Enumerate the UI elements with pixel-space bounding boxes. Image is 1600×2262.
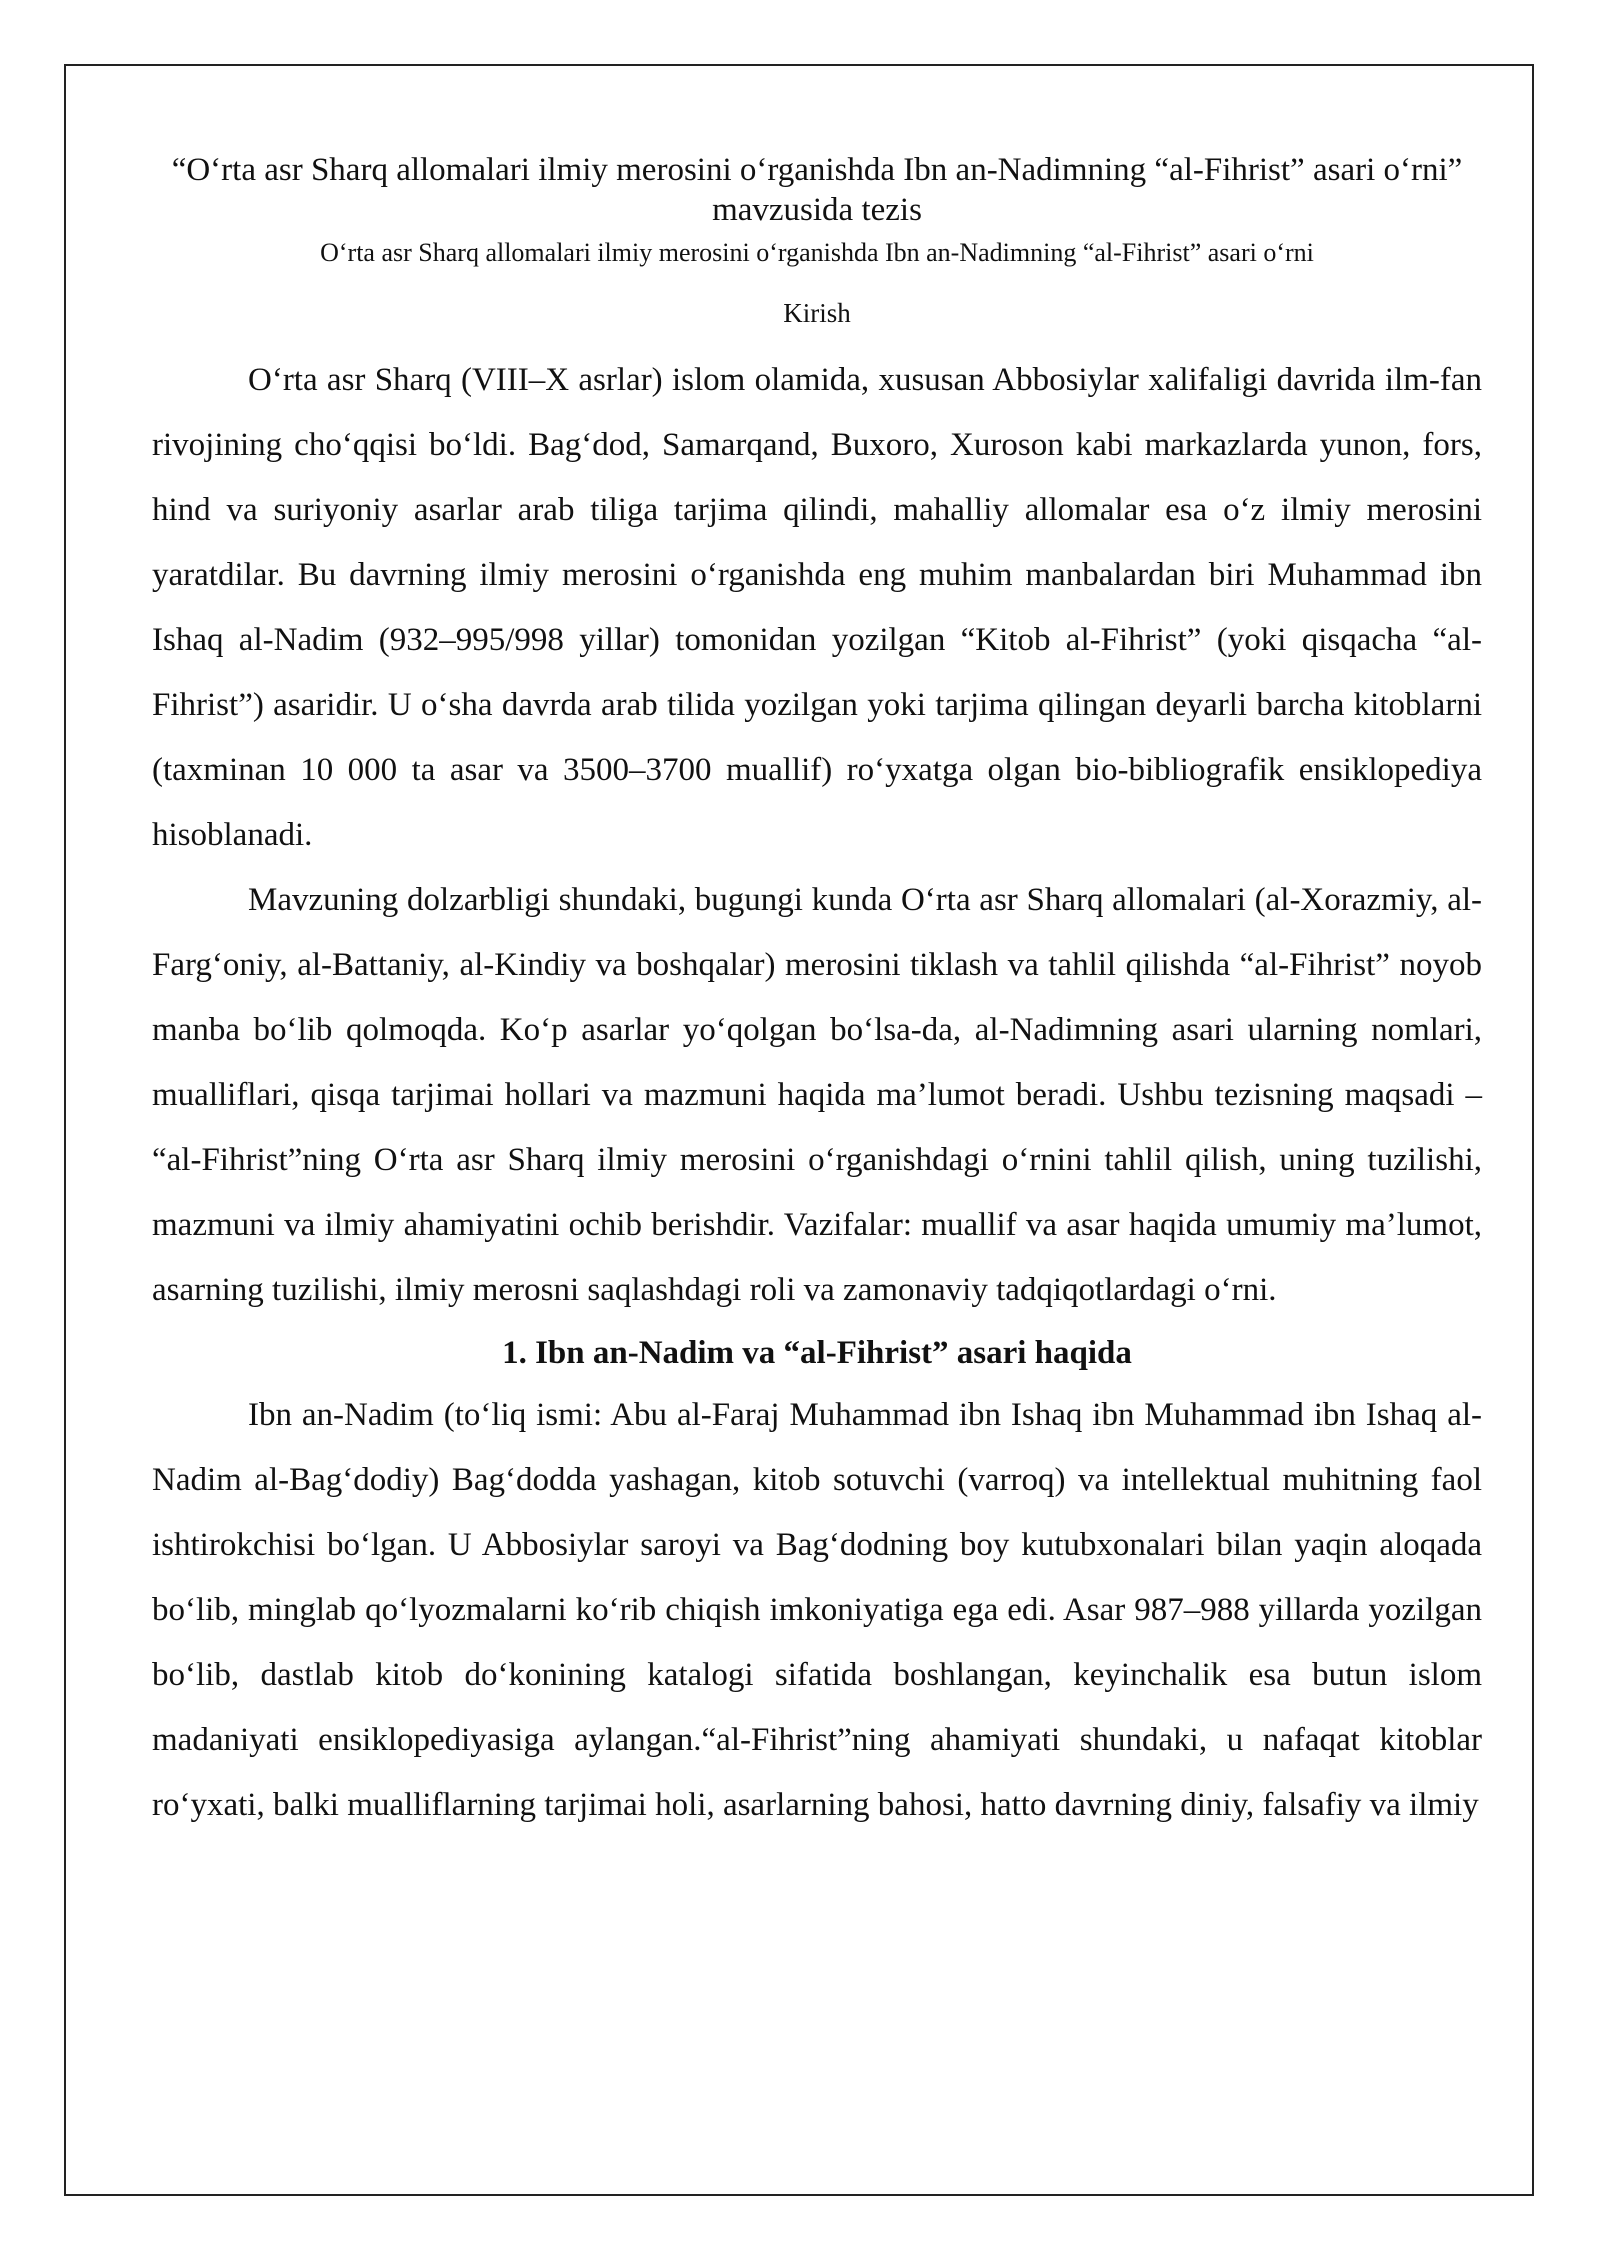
document-title: “O‘rta asr Sharq allomalari ilmiy merosini o‘rganishda Ibn an-Nadimning “al-Fihrist” asari o‘rni” mavzusida tezis	[171, 152, 1463, 228]
document-body	[152, 150, 1482, 1838]
section-1-paragraph: Ibn an-Nadim (to‘liq ismi: Abu al-Faraj Muhammad ibn Ishaq ibn Muhammad ibn Ishaq al-Nadim al-Bag‘dodiy) Bag‘dodda yashagan, kitob sotuvchi (varroq) va intellektual muhitning faol ishtirokchisi bo‘lgan. U Abbosiylar saroyi va Bag‘dodning boy kutubxonalari bilan yaqin aloqada bo‘lib, minglab qo‘lyozmalarni ko‘rib chiqish imkoniyatiga ega edi. Asar 987–988 yillarda yozilgan bo‘lib, dastlab kitob do‘konining katalogi sifatida boshlangan, keyinchalik esa butun islom madaniyati ensiklopediyasiga aylangan.“al-Fihrist”ning ahamiyati shundaki, u nafaqat kitoblar ro‘yxati, balki mualliflarning tarjimai holi, asarlarning bahosi, hatto davrning diniy, falsafiy va ilmiy	[152, 1397, 1482, 1823]
document-subtitle: O‘rta asr Sharq allomalari ilmiy merosini o‘rganishda Ibn an-Nadimning “al-Fihrist” asari o‘rni	[320, 238, 1314, 267]
intro-heading: Kirish	[783, 298, 851, 328]
intro-paragraph-1: O‘rta asr Sharq (VIII–X asrlar) islom olamida, xususan Abbosiylar xalifaligi davrida ilm-fan rivojining cho‘qqisi bo‘ldi. Bag‘dod, Samarqand, Buxoro, Xuroson kabi markazlarda yunon, fors, hind va suriyoniy asarlar arab tiliga tarjima qilindi, mahalliy allomalar esa o‘z ilmiy merosini yaratdilar. Bu davrning ilmiy merosini o‘rganishda eng muhim manbalardan biri Muhammad ibn Ishaq al-Nadim (932–995/998 yillar) tomonidan yozilgan “Kitob al-Fihrist” (yoki qisqacha “al-Fihrist”) asaridir. U o‘sha davrda arab tilida yozilgan yoki tarjima qilingan deyarli barcha kitoblarni (taxminan 10 000 ta asar va 3500–3700 muallif) ro‘yxatga olgan bio-bibliografik ensiklopediya hisoblanadi.	[152, 362, 1482, 853]
intro-paragraph-2: Mavzuning dolzarbligi shundaki, bugungi kunda O‘rta asr Sharq allomalari (al-Xorazmiy, al-Farg‘oniy, al-Battaniy, al-Kindiy va boshqalar) merosini tiklash va tahlil qilishda “al-Fihrist” noyob manba bo‘lib qolmoqda. Ko‘p asarlar yo‘qolgan bo‘lsa-da, al-Nadimning asari ularning nomlari, mualliflari, qisqa tarjimai hollari va mazmuni haqida ma’lumot beradi. Ushbu tezisning maqsadi – “al-Fihrist”ning O‘rta asr Sharq ilmiy merosini o‘rganishdagi o‘rnini tahlil qilish, uning tuzilishi, mazmuni va ilmiy ahamiyatini ochib berishdir. Vazifalar: muallif va asar haqida umumiy ma’lumot, asarning tuzilishi, ilmiy merosni saqlashdagi roli va zamonaviy tadqiqotlardagi o‘rni.	[152, 882, 1482, 1308]
section-1-heading: 1. Ibn an-Nadim va “al-Fihrist” asari haqida	[502, 1335, 1132, 1371]
